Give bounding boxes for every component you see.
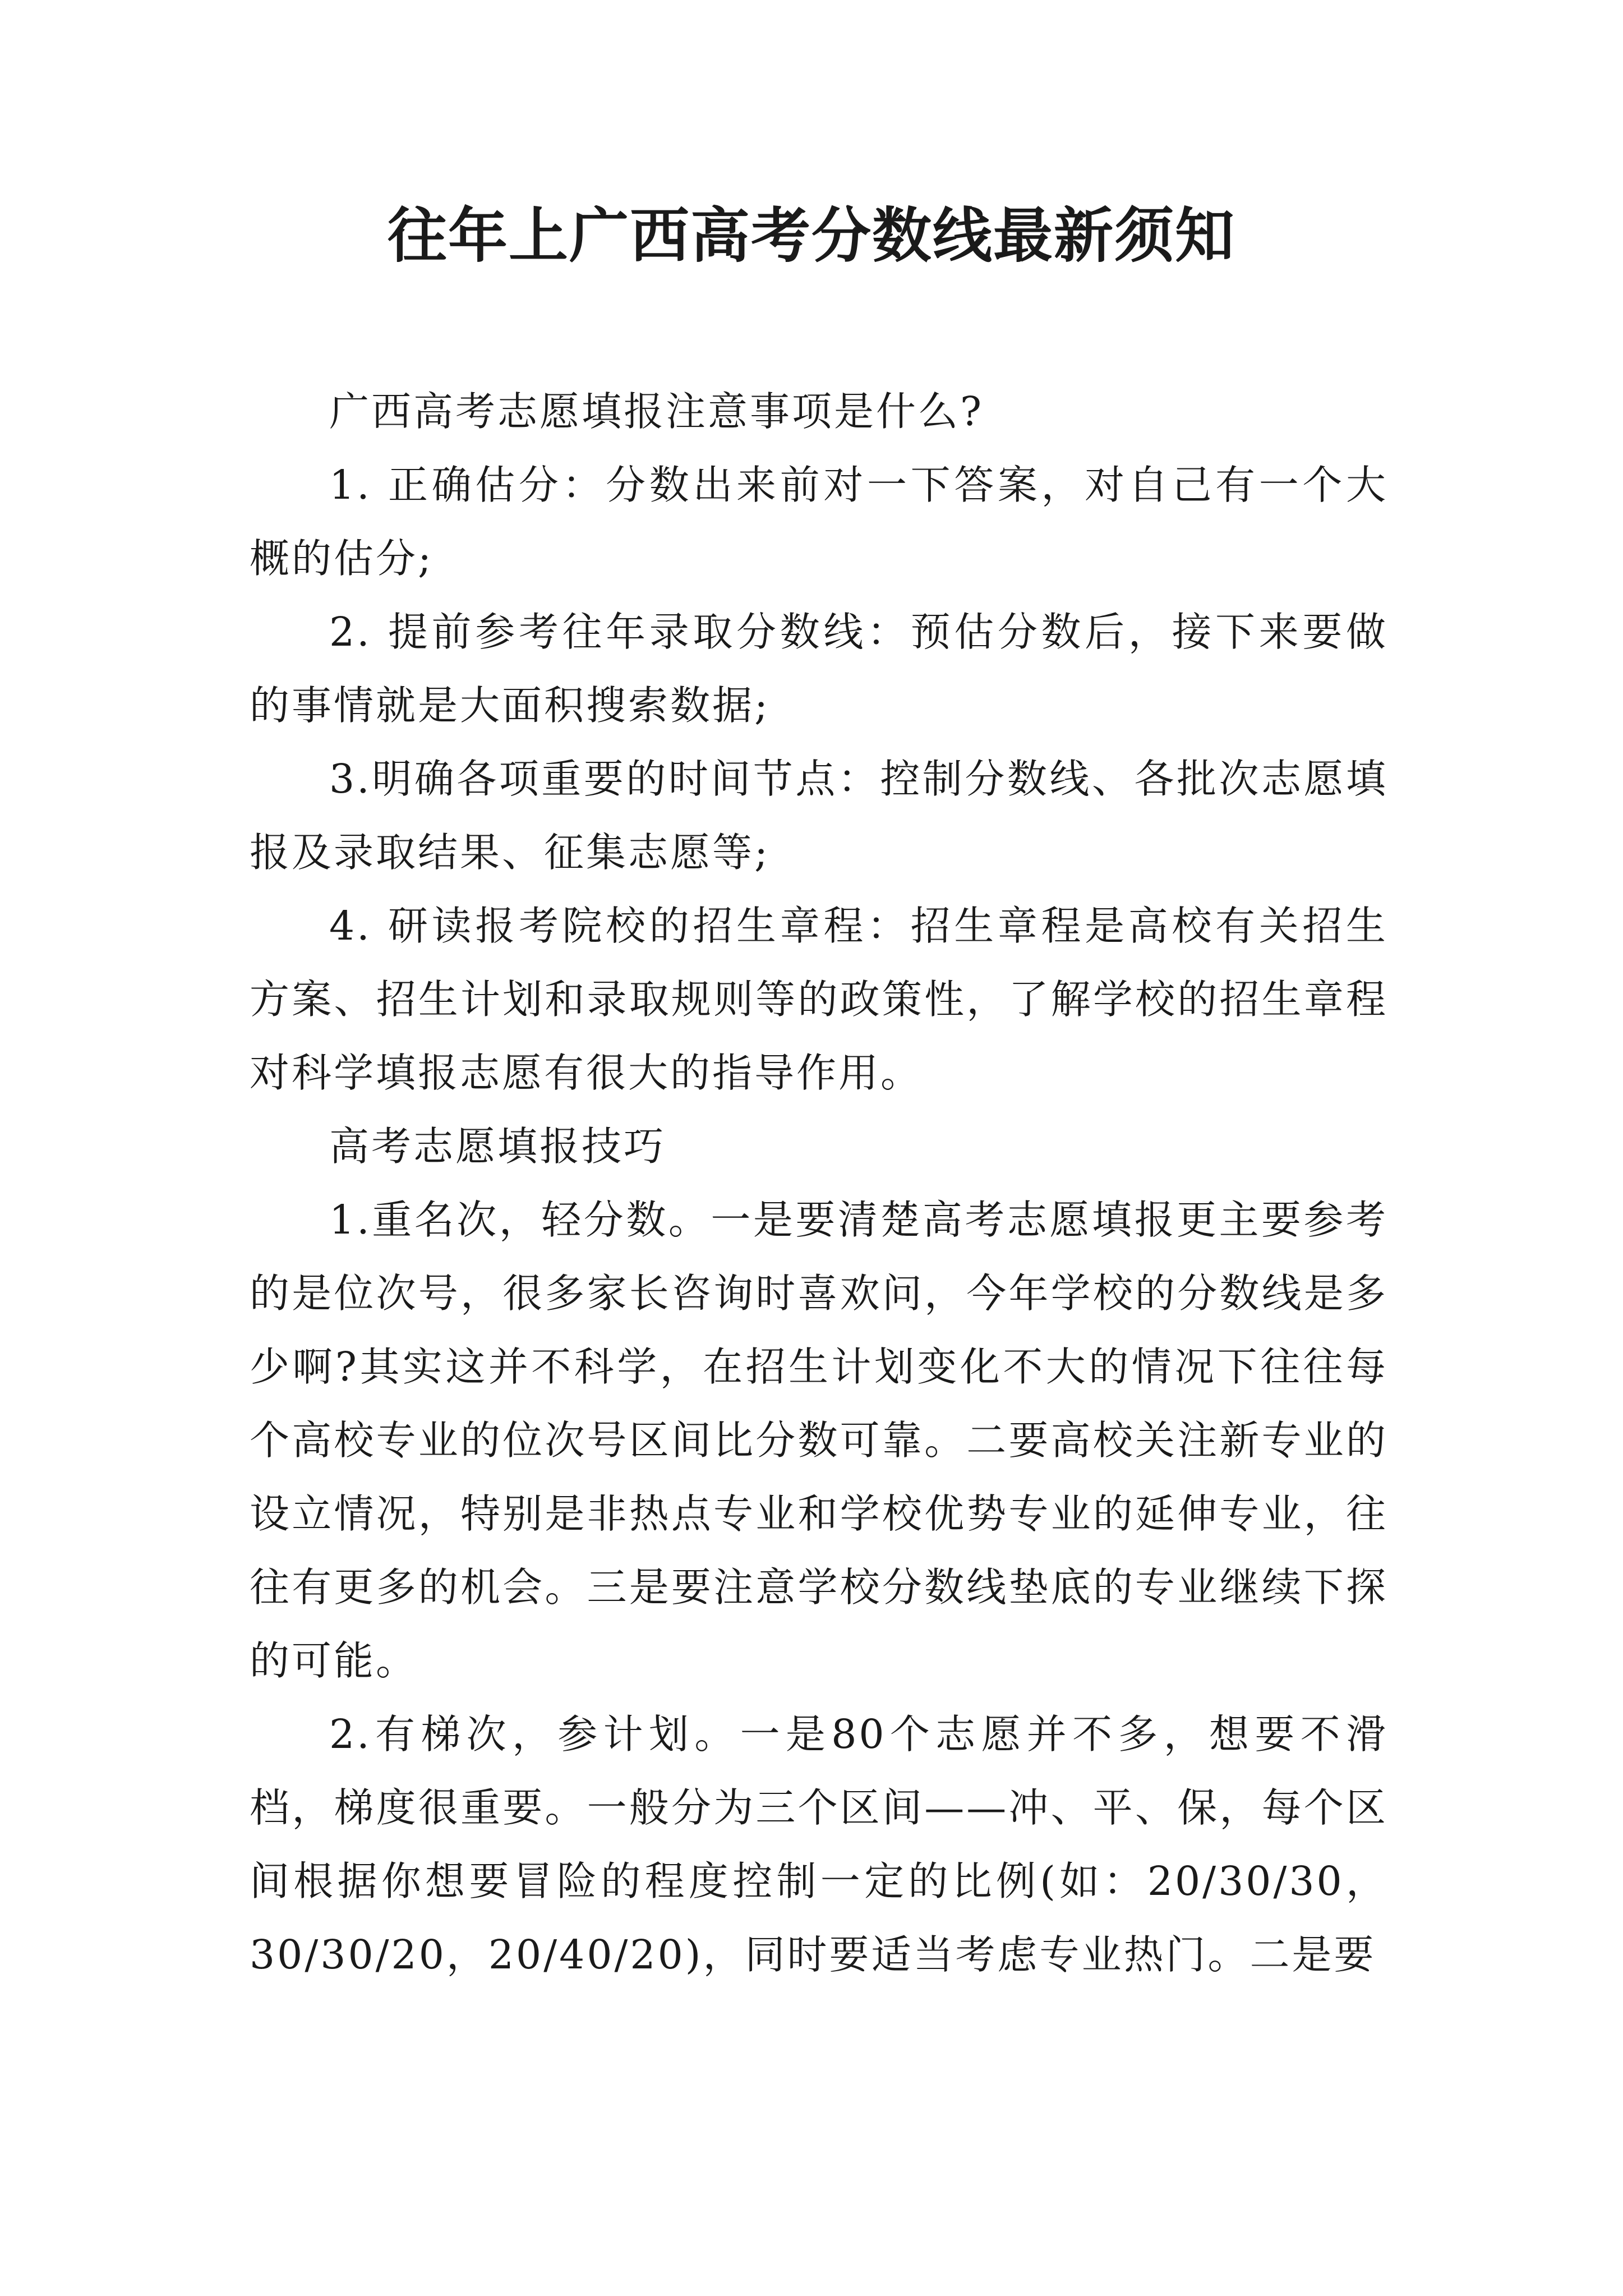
- paragraph-item-1: 1. 正确估分：分数出来前对一下答案，对自己有一个大概的估分;: [250, 462, 1388, 582]
- section-heading-tips: 高考志愿填报技巧: [329, 1123, 666, 1170]
- paragraph-tip-2: 2.有梯次，参计划。一是80个志愿并不多，想要不滑档，梯度很重要。一般分为三个区间——冲、平、保，每个区间根据你想要冒险的程度控制一定的比例(如：20/30/30，30/30/20，20/40/20)，同时要适当考虑专业热门。二是要: [250, 1711, 1388, 1978]
- paragraph-item-3: 3.明确各项重要的时间节点：控制分数线、各批次志愿填报及录取结果、征集志愿等;: [250, 756, 1388, 876]
- document-body: [250, 375, 1388, 1991]
- paragraph-tip-1: 1.重名次，轻分数。一是要清楚高考志愿填报更主要参考的是位次号，很多家长咨询时喜欢问，今年学校的分数线是多少啊?其实这并不科学，在招生计划变化不大的情况下往往每个高校专业的位次号区间比分数可靠。二要高校关注新专业的设立情况，特别是非热点专业和学校优势专业的延伸专业，往往有更多的机会。三是要注意学校分数线垫底的专业继续下探的可能。: [250, 1197, 1388, 1684]
- paragraph-question: 广西高考志愿填报注意事项是什么?: [329, 388, 984, 435]
- document-title: 往年上广西高考分数线最新须知: [388, 200, 1235, 270]
- paragraph-item-4: 4. 研读报考院校的招生章程：招生章程是高校有关招生方案、招生计划和录取规则等的政策性，了解学校的招生章程对科学填报志愿有很大的指导作用。: [250, 903, 1388, 1096]
- paragraph-item-2: 2. 提前参考往年录取分数线：预估分数后，接下来要做的事情就是大面积搜索数据;: [250, 609, 1388, 729]
